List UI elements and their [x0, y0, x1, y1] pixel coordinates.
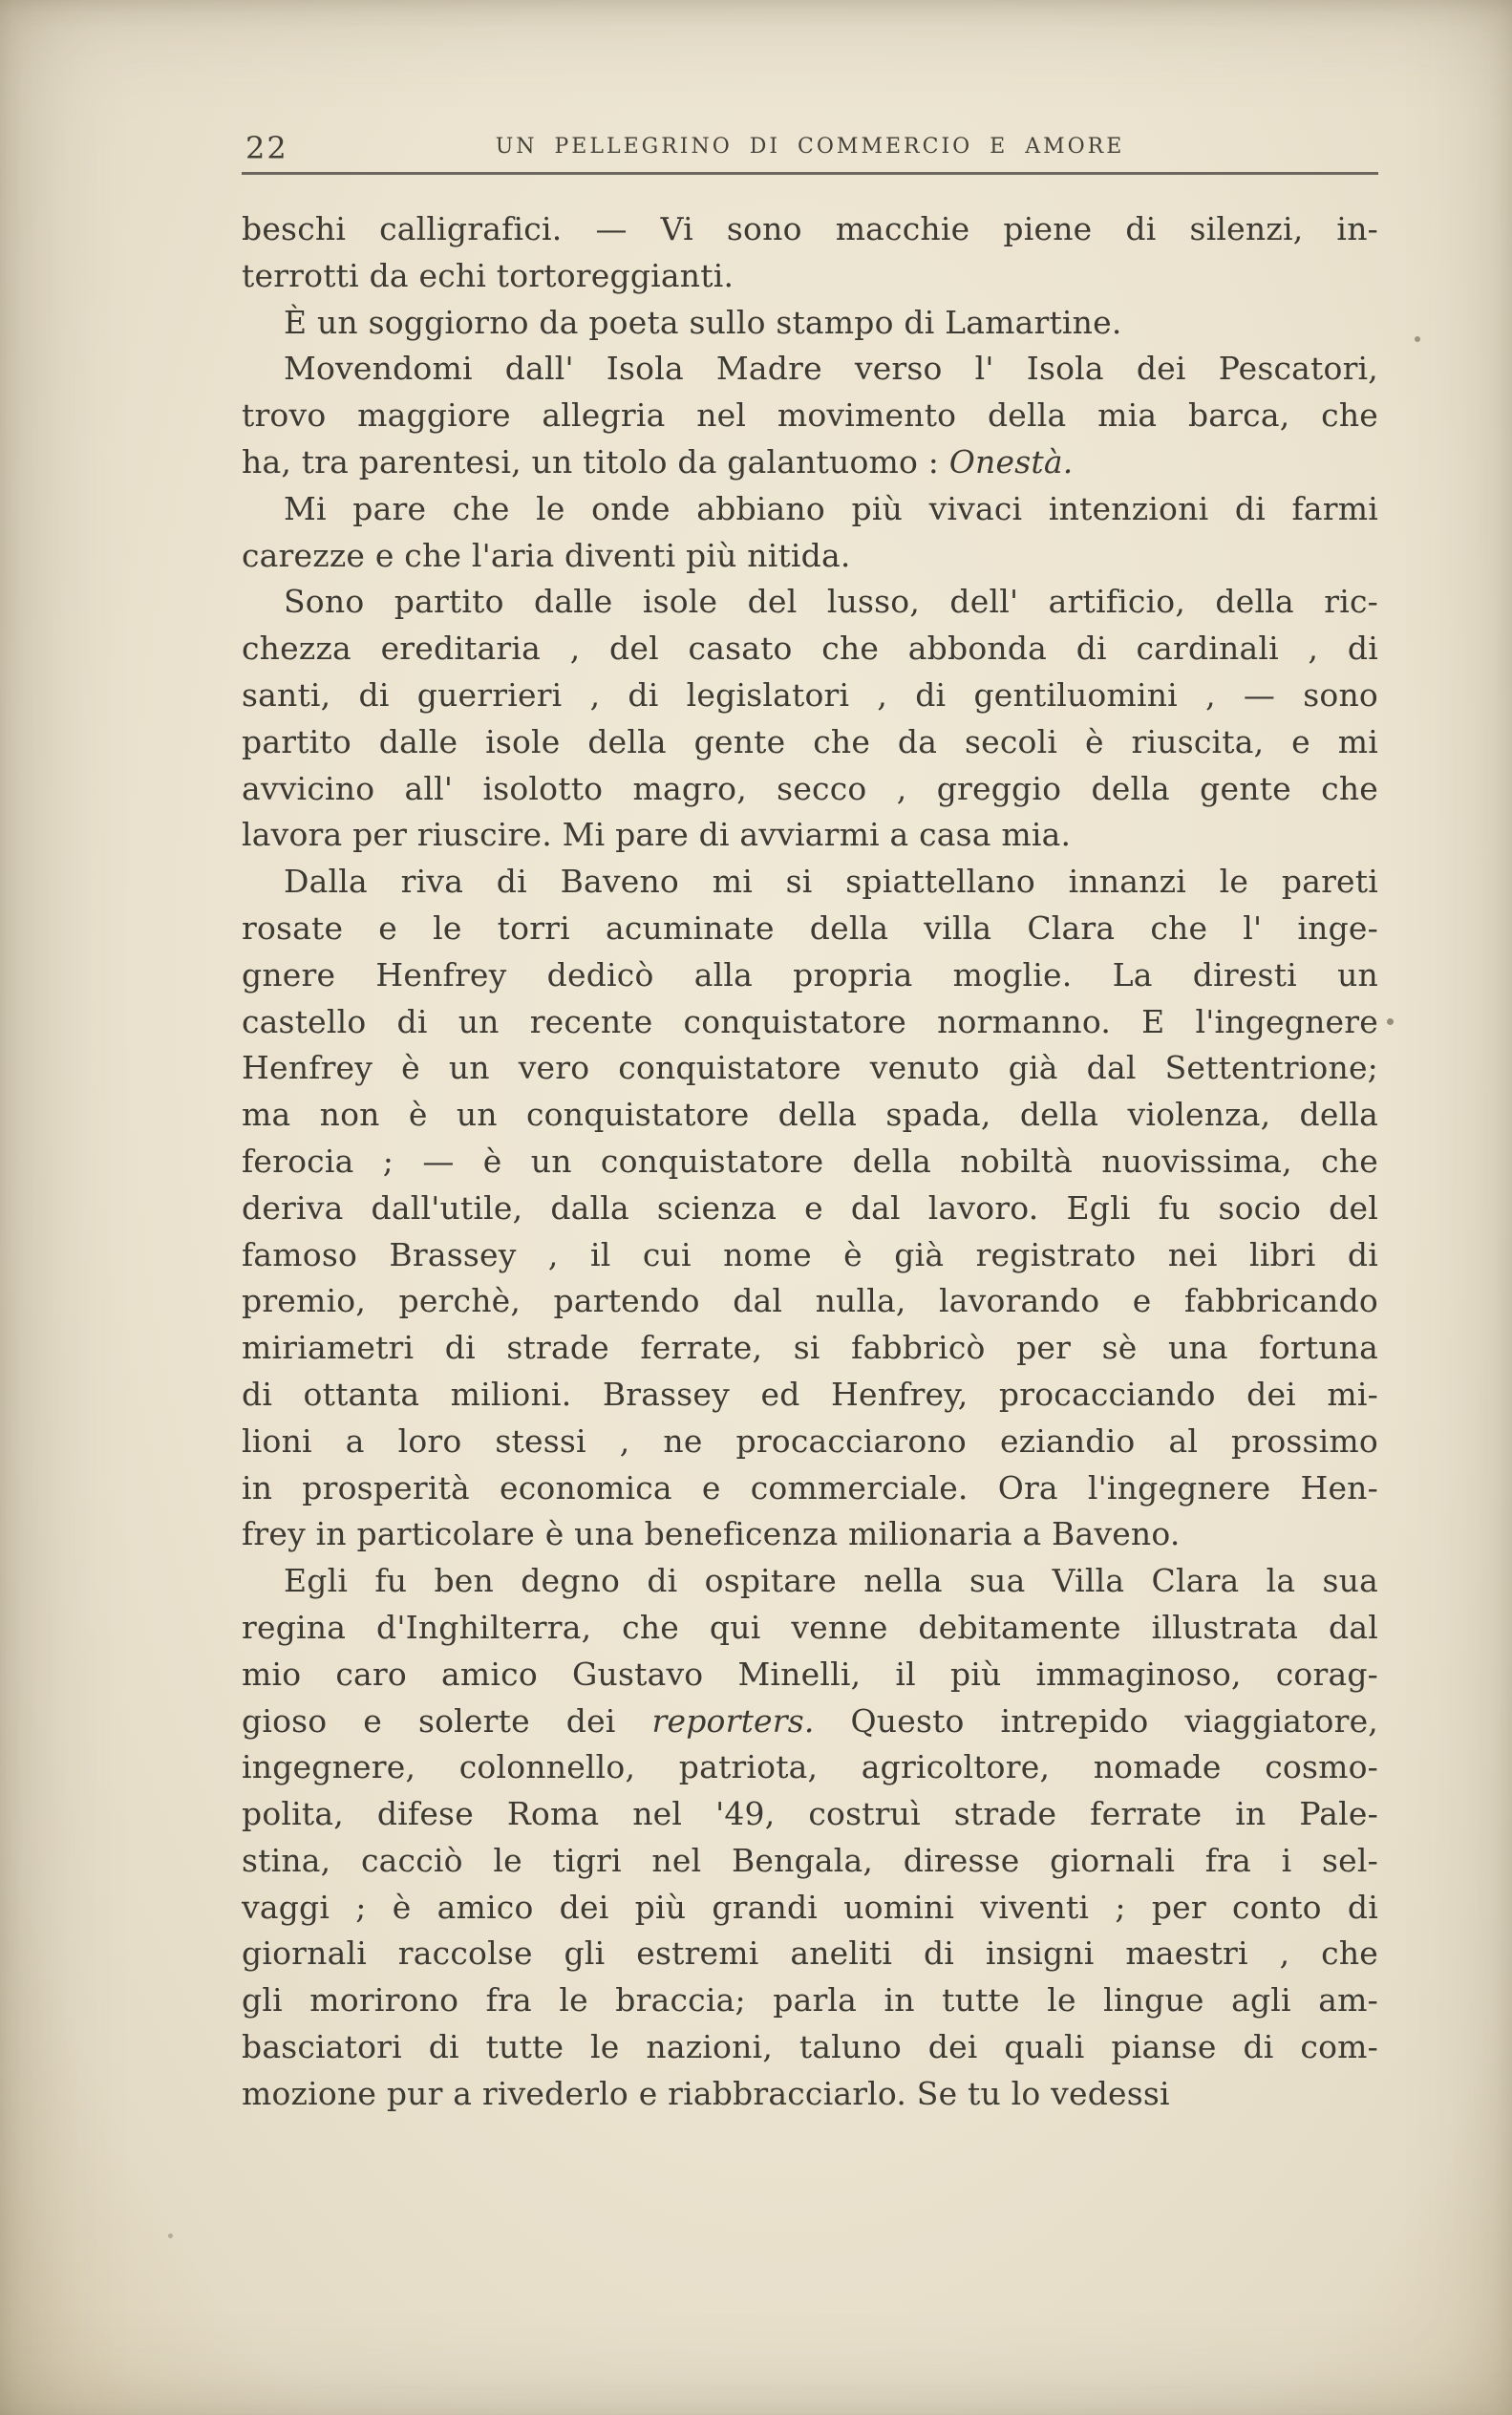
- text-line: [242, 626, 1378, 673]
- text-line: [242, 2024, 1378, 2071]
- text-line: [242, 999, 1378, 1046]
- text-line: [242, 579, 1378, 626]
- text-segment: È un soggiorno da poeta sullo stampo di Lamartine.: [284, 303, 1122, 341]
- text-line: [242, 1511, 1378, 1558]
- text-line: [242, 346, 1378, 393]
- text-line: [242, 812, 1378, 859]
- text-line: [242, 859, 1378, 906]
- text-segment: Mi pare che le onde abbiano più vivaci intenzioni di farmi: [284, 489, 1378, 527]
- text-segment: Movendomi dall' Isola Madre verso l' Isola dei Pescatori,: [284, 350, 1378, 388]
- text-segment: lavora per riuscire. Mi pare di avviarmi a casa mia.: [242, 816, 1072, 854]
- text-segment: terrotti da echi tortoreggianti.: [242, 256, 735, 294]
- text-segment: Questo intrepido viaggiatore,: [814, 1701, 1378, 1740]
- text-line: [242, 1139, 1378, 1186]
- text-segment: mozione pur a rivederlo e riabbracciarlo. Se tu lo vedessi: [242, 2074, 1170, 2112]
- text-segment: partito dalle isole della gente che da secoli è riuscita, e mi: [242, 722, 1378, 760]
- text-segment: trovo maggiore allegria nel movimento della mia barca, che: [242, 396, 1378, 435]
- text-line: [242, 1885, 1378, 1932]
- text-segment: ma non è un conquistatore della spada, della violenza, della: [242, 1096, 1378, 1134]
- text-line: [242, 1372, 1378, 1419]
- text-segment: chezza ereditaria , del casato che abbonda di cardinali , di: [242, 630, 1378, 668]
- text-segment: castello di un recente conquistatore normanno. E l'ingegnere: [242, 1002, 1378, 1040]
- text-line: [242, 2071, 1378, 2118]
- text-segment: stina, cacciò le tigri nel Bengala, diresse giornali fra i sel-: [242, 1841, 1378, 1879]
- text-line: [242, 1325, 1378, 1372]
- page-header: [242, 107, 1378, 166]
- running-title: UN PELLEGRINO DI COMMERCIO E AMORE: [495, 135, 1125, 159]
- paragraph: [242, 1558, 1378, 2118]
- text-line: [242, 486, 1378, 533]
- text-segment: regina d'Inghilterra, che qui venne debitamente illustrata dal: [242, 1608, 1378, 1646]
- text-segment: Egli fu ben degno di ospitare nella sua Villa Clara la sua: [284, 1562, 1378, 1600]
- text-segment: ingegnere, colonnello, patriota, agricoltore, nomade cosmo-: [242, 1748, 1378, 1786]
- text-segment: carezze e che l'aria diventi più nitida.: [242, 536, 851, 574]
- text-segment: Henfrey è un vero conquistatore venuto già dal Settentrione;: [242, 1049, 1378, 1087]
- paragraph: [242, 300, 1378, 347]
- text-line: [242, 1419, 1378, 1465]
- text-segment: polita, difese Roma nel '49, costruì strade ferrate in Pale-: [242, 1795, 1378, 1833]
- text-segment: avvicino all' isolotto magro, secco , greggio della gente che: [242, 769, 1378, 807]
- text-segment: basciatori di tutte le nazioni, taluno dei quali pianse di com-: [242, 2028, 1378, 2066]
- text-line: [242, 393, 1378, 439]
- text-segment: ha, tra parentesi, un titolo da galantuomo :: [242, 442, 949, 481]
- paragraph: [242, 206, 1378, 300]
- paper-speck: [1415, 336, 1420, 342]
- text-line: [242, 1278, 1378, 1325]
- text-segment: beschi calligrafici. — Vi sono macchie piene di silenzi, in-: [242, 210, 1378, 247]
- paragraph: [242, 859, 1378, 1558]
- text-segment: premio, perchè, partendo dal nulla, lavorando e fabbricando: [242, 1282, 1378, 1320]
- text-line: [242, 1186, 1378, 1232]
- text-line: [242, 300, 1378, 347]
- text-line: [242, 673, 1378, 719]
- text-segment: Dalla riva di Baveno mi si spiattellano innanzi le pareti: [284, 863, 1378, 901]
- text-segment: santi, di guerrieri , di legislatori , di gentiluomini , — sono: [242, 675, 1378, 714]
- text-segment: gnere Henfrey dedicò alla propria moglie. La diresti un: [242, 955, 1378, 994]
- italic-text: reporters.: [651, 1701, 815, 1740]
- text-line: [242, 1232, 1378, 1279]
- text-line: [242, 533, 1378, 580]
- text-segment: Sono partito dalle isole del lusso, dell' artificio, della ric-: [284, 583, 1378, 621]
- text-segment: giornali raccolse gli estremi aneliti di insigni maestri , che: [242, 1934, 1378, 1973]
- text-segment: vaggi ; è amico dei più grandi uomini viventi ; per conto di: [242, 1888, 1378, 1926]
- text-line: [242, 719, 1378, 766]
- text-line: [242, 253, 1378, 300]
- text-segment: mio caro amico Gustavo Minelli, il più immaginoso, corag-: [242, 1655, 1378, 1693]
- text-line: [242, 1699, 1378, 1745]
- text-segment: miriametri di strade ferrate, si fabbricò per sè una fortuna: [242, 1329, 1378, 1367]
- text-line: [242, 1652, 1378, 1699]
- paper-speck: [1387, 1018, 1394, 1025]
- text-line: [242, 1092, 1378, 1139]
- text-segment: in prosperità economica e commerciale. Ora l'ingegnere Hen-: [242, 1468, 1378, 1507]
- text-line: [242, 1465, 1378, 1512]
- text-line: [242, 1977, 1378, 2024]
- italic-text: Onestà.: [948, 442, 1074, 481]
- text-line: [242, 1838, 1378, 1885]
- paragraph: [242, 346, 1378, 485]
- text-line: [242, 1744, 1378, 1791]
- header-rule: [242, 172, 1378, 175]
- text-line: [242, 206, 1378, 253]
- text-segment: frey in particolare è una beneficenza milionaria a Baveno.: [242, 1515, 1181, 1553]
- text-line: [242, 439, 1378, 486]
- text-line: [242, 766, 1378, 813]
- text-line: [242, 1558, 1378, 1605]
- paper-speck: [168, 2233, 173, 2238]
- text-segment: lioni a loro stessi , ne procacciarono eziandio al prossimo: [242, 1421, 1378, 1460]
- text-segment: di ottanta milioni. Brassey ed Henfrey, procacciando dei mi-: [242, 1375, 1378, 1413]
- text-line: [242, 1931, 1378, 1977]
- page-number: 22: [245, 130, 288, 166]
- text-line: [242, 906, 1378, 952]
- paragraph: [242, 579, 1378, 859]
- text-block: [242, 206, 1378, 2118]
- text-segment: famoso Brassey , il cui nome è già registrato nei libri di: [242, 1235, 1378, 1273]
- paragraph: [242, 486, 1378, 580]
- text-segment: ferocia ; — è un conquistatore della nobiltà nuovissima, che: [242, 1142, 1378, 1180]
- text-line: [242, 1605, 1378, 1652]
- text-segment: gli morirono fra le braccia; parla in tutte le lingue agli am-: [242, 1981, 1378, 2020]
- text-segment: gioso e solerte dei: [242, 1701, 652, 1740]
- text-line: [242, 952, 1378, 999]
- text-line: [242, 1045, 1378, 1092]
- text-line: [242, 1791, 1378, 1838]
- text-segment: rosate e le torri acuminate della villa Clara che l' inge-: [242, 908, 1378, 947]
- text-segment: deriva dall'utile, dalla scienza e dal lavoro. Egli fu socio del: [242, 1188, 1378, 1227]
